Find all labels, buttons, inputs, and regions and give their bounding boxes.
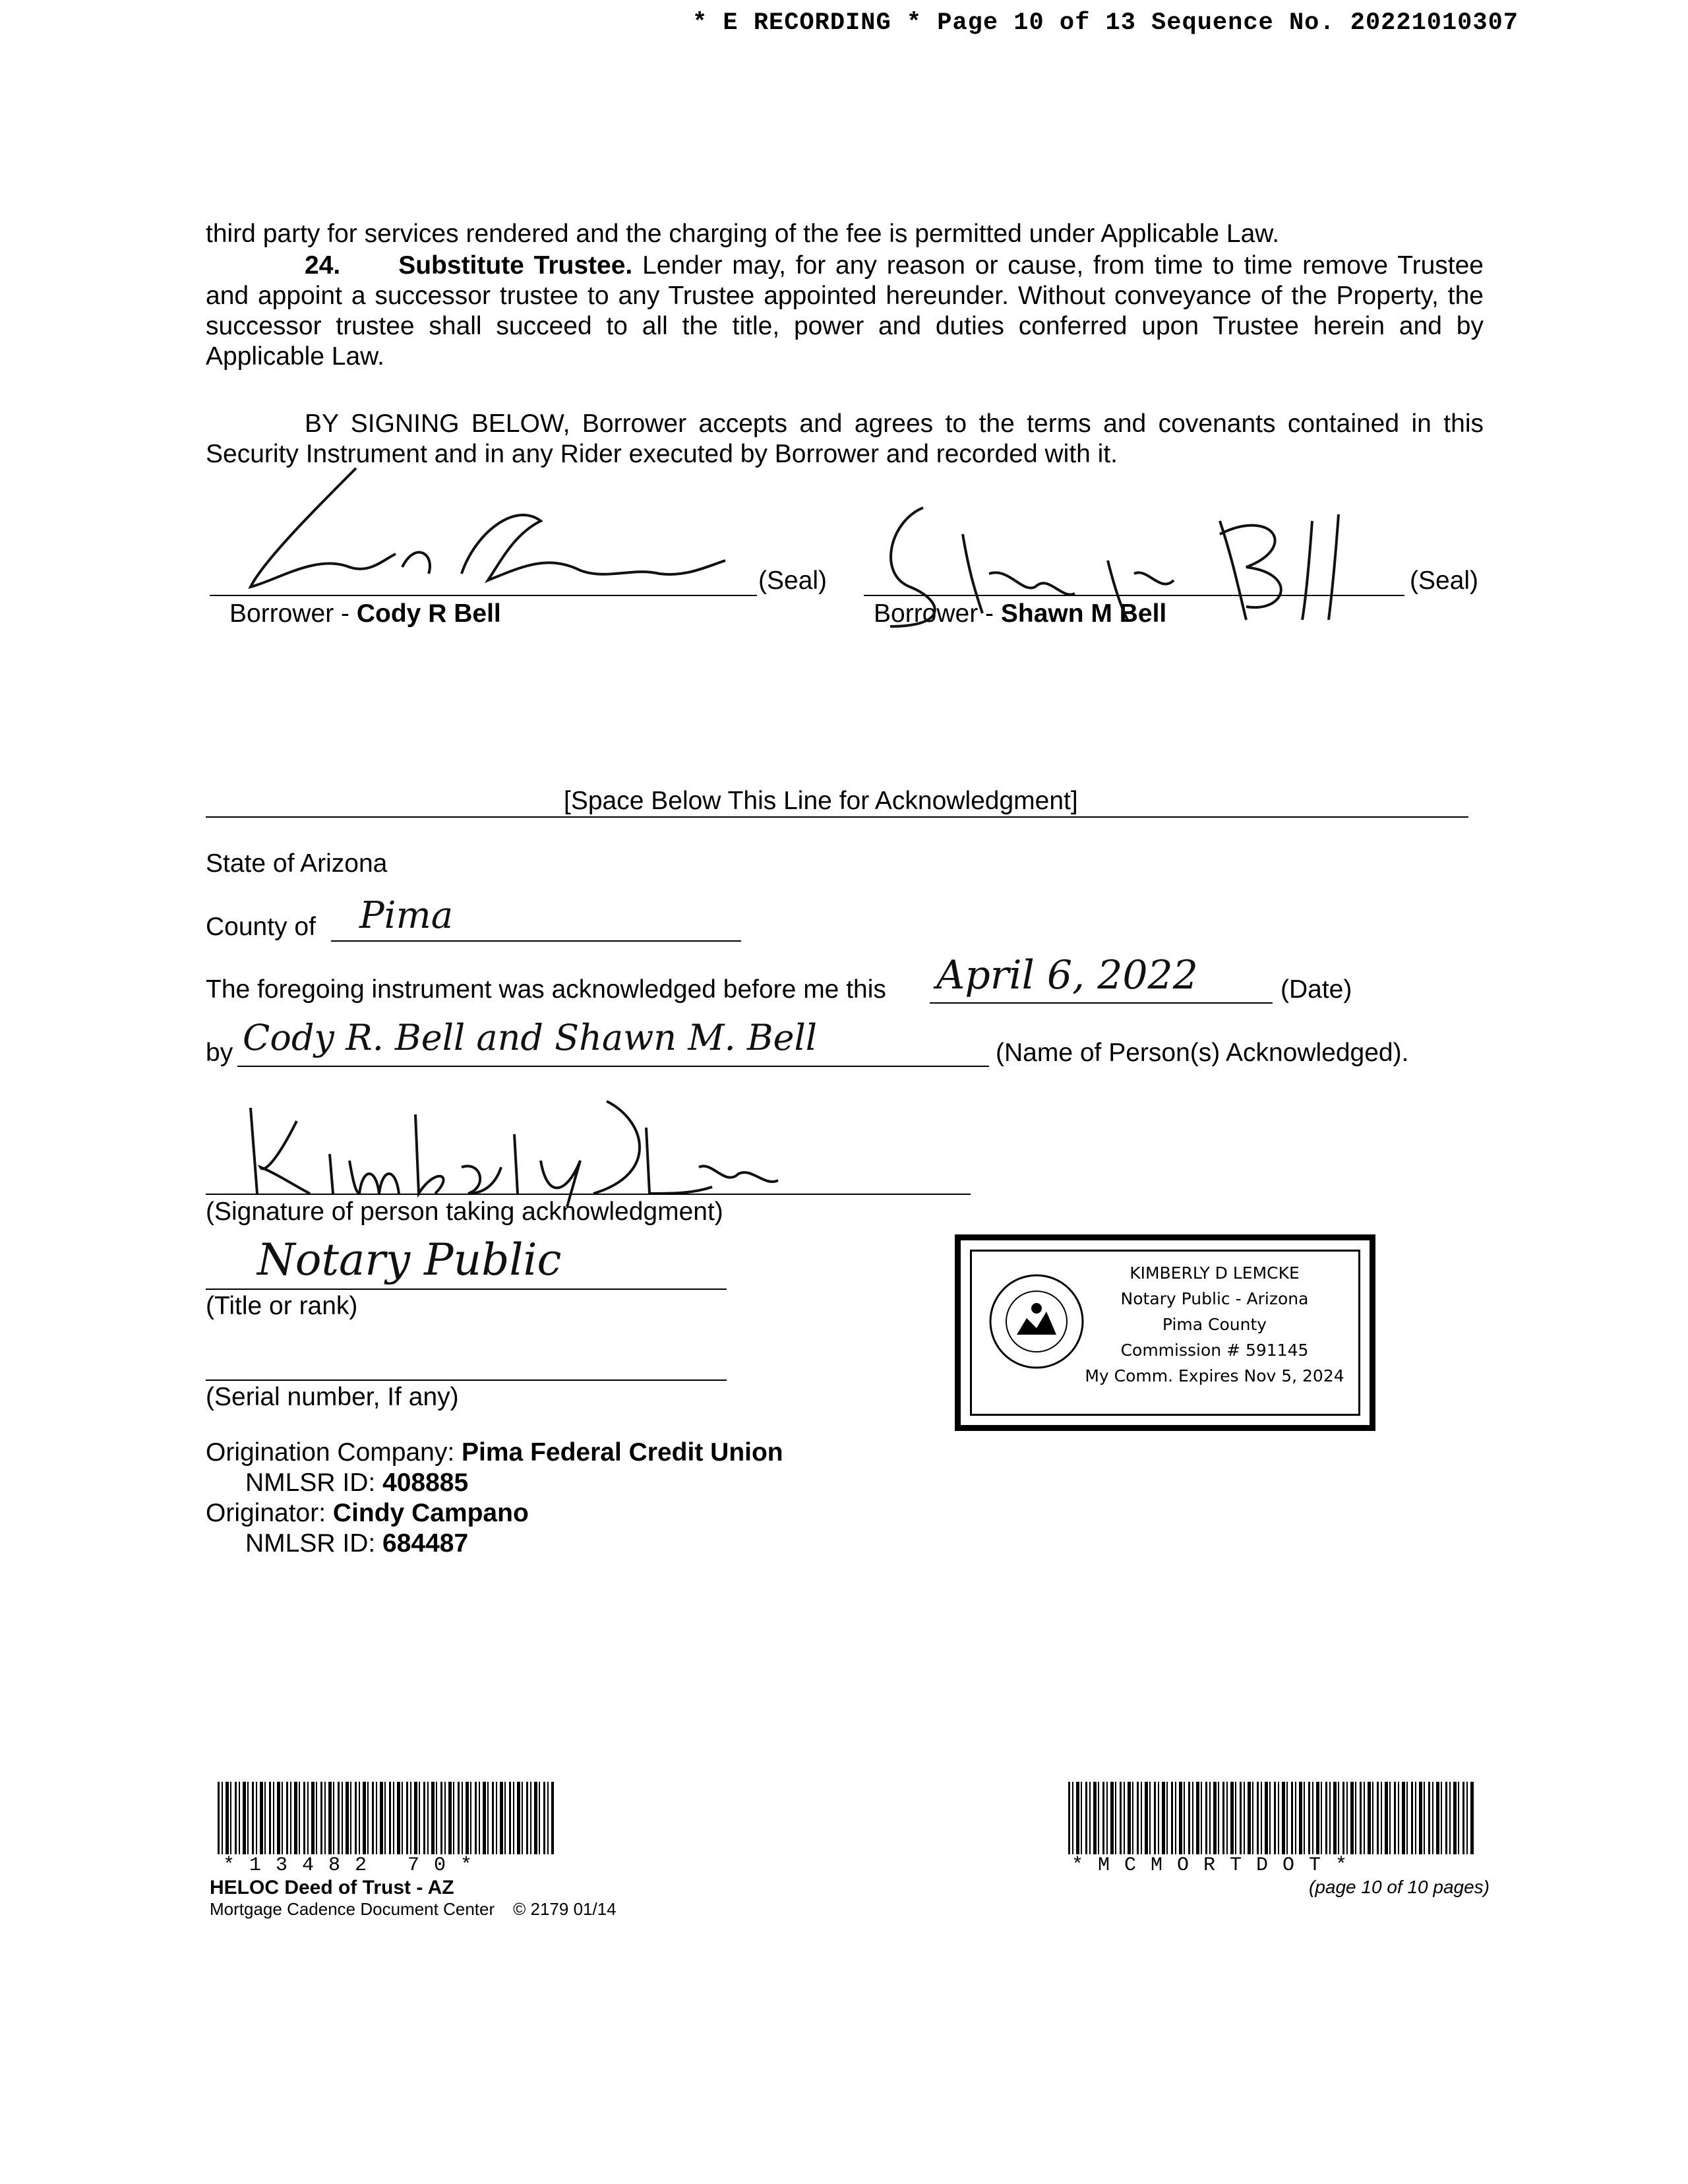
- origination-company: Origination Company: Pima Federal Credit Union: [206, 1438, 783, 1467]
- notary-stamp-text: [1076, 1260, 1353, 1389]
- carryover-text: third party for services rendered and the charging of the fee is permitted under Applicable Law.: [206, 220, 1280, 248]
- notary-signature: [237, 1095, 791, 1207]
- borrower2-signature: [851, 495, 1352, 646]
- stamp-line-1: KIMBERLY D LEMCKE: [1130, 1263, 1300, 1283]
- notary-signature-line: [206, 1194, 971, 1195]
- barcode-left-text: *13482 70*: [223, 1854, 487, 1877]
- section-number: 24.: [305, 251, 341, 280]
- barcode-left: [218, 1782, 554, 1854]
- borrower2-label: Borrower - Shawn M Bell: [874, 599, 1167, 628]
- signature-label: (Signature of person taking acknowledgment): [206, 1198, 723, 1226]
- title-line: [206, 1289, 727, 1290]
- stamp-line-2: Notary Public - Arizona: [1120, 1289, 1309, 1308]
- stamp-line-3: Pima County: [1162, 1315, 1267, 1334]
- company-nmlsr-id: 408885: [382, 1469, 469, 1497]
- section-24: [206, 251, 1484, 372]
- date-line: [930, 1002, 1273, 1004]
- form-source: Mortgage Cadence Document Center © 2179 01/14: [210, 1899, 617, 1919]
- by-label: by: [206, 1039, 233, 1067]
- borrower1-name: Cody R Bell: [356, 599, 501, 628]
- acknowledgment-divider-text: [Space Below This Line for Acknowledgment]: [564, 787, 1078, 815]
- page-note: (page 10 of 10 pages): [1309, 1877, 1490, 1897]
- form-title: HELOC Deed of Trust - AZ: [210, 1877, 454, 1898]
- company-nmlsr: NMLSR ID: 408885: [245, 1469, 469, 1497]
- stamp-line-4: Commission # 591145: [1120, 1341, 1309, 1360]
- section-title: Substitute Trustee.: [398, 251, 633, 280]
- notary-stamp: [955, 1234, 1375, 1431]
- borrower2-name: Shawn M Bell: [1000, 599, 1167, 628]
- originator: Originator: Cindy Campano: [206, 1499, 529, 1527]
- borrower1-label: Borrower - Cody R Bell: [229, 599, 501, 628]
- county-line: [331, 940, 741, 942]
- section-body: Lender may, for any reason or cause, from time to time remove Trustee and appoint a successor trustee to any Trustee appointed hereunder. Without conveyance of the Property, the successor trustee shall succeed to all the title, power and duties conferred upon Trustee herein and by Applicable Law.: [206, 251, 1484, 371]
- title-value: Notary Public: [257, 1234, 562, 1285]
- originator-name: Cindy Campano: [332, 1499, 529, 1527]
- state-label: State of Arizona: [206, 849, 388, 878]
- company-name: Pima Federal Credit Union: [462, 1438, 783, 1467]
- borrower2-seal: (Seal): [1410, 566, 1479, 595]
- county-label: County of: [206, 913, 316, 941]
- originator-nmlsr: NMLSR ID: 684487: [245, 1529, 469, 1558]
- barcode-right: [1068, 1782, 1474, 1854]
- persons-line: [237, 1066, 989, 1067]
- recording-header: * E RECORDING * Page 10 of 13 Sequence No. 20221010307: [692, 9, 1519, 37]
- acknowledgment-divider-line: [206, 816, 1468, 818]
- persons-value: Cody R. Bell and Shawn M. Bell: [243, 1017, 818, 1058]
- county-value: Pima: [359, 894, 454, 937]
- borrower1-seal: (Seal): [758, 566, 828, 595]
- title-label: (Title or rank): [206, 1292, 358, 1320]
- arizona-seal-icon: [987, 1272, 1086, 1371]
- stamp-line-5: My Comm. Expires Nov 5, 2024: [1085, 1366, 1344, 1385]
- foregoing-text: The foregoing instrument was acknowledged before me this: [206, 975, 886, 1004]
- serial-line: [206, 1380, 727, 1381]
- borrower1-signature: [237, 455, 738, 613]
- barcode-right-text: *MCMORTDOT*: [1071, 1854, 1362, 1877]
- date-label: (Date): [1281, 975, 1352, 1004]
- originator-nmlsr-id: 684487: [382, 1529, 469, 1558]
- persons-label: (Name of Person(s) Acknowledged).: [996, 1039, 1409, 1067]
- signing-paragraph: BY SIGNING BELOW, Borrower accepts and agrees to the terms and covenants contained in this Security Instrument and in any Rider executed by Borrower and recorded with it.: [206, 410, 1484, 468]
- form-code: © 2179 01/14: [513, 1899, 617, 1919]
- serial-label: (Serial number, If any): [206, 1383, 459, 1411]
- date-value: April 6, 2022: [936, 952, 1198, 998]
